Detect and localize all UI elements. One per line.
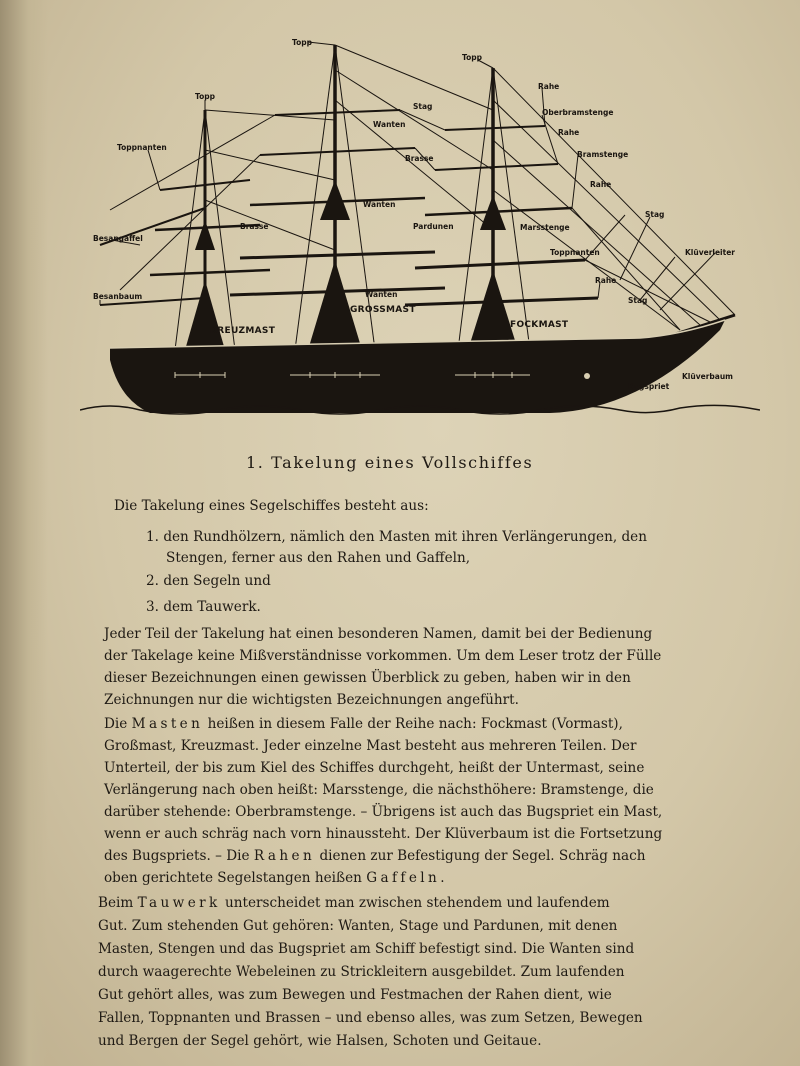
list-number: 1. xyxy=(146,529,159,545)
label-oberbramstenge: Oberbramstenge xyxy=(542,108,614,117)
label-wanten-1: Wanten xyxy=(373,120,406,129)
text-run: oben gerichtete Segelstangen heißen xyxy=(104,870,362,886)
para1-line-1: Jeder Teil der Takelung hat einen besonderen Namen, damit bei der Bedienung xyxy=(104,626,653,642)
para2-line-4: Verlängerung nach oben heißt: Marsstenge, die nächsthöhere: Bramstenge, die xyxy=(104,782,654,798)
label-grossmast: GROSSMAST xyxy=(350,305,416,315)
label-rahe-4: Rahe xyxy=(595,276,617,285)
label-fockmast: FOCKMAST xyxy=(510,320,569,330)
label-besangaffel: Besangaffel xyxy=(93,234,143,243)
label-brasse-1: Brasse xyxy=(405,154,434,163)
list-text: den Segeln und xyxy=(163,573,271,589)
spaced-term: Rahen xyxy=(253,848,316,864)
label-rahe-2: Rahe xyxy=(558,128,580,137)
para1-line-4: Zeichnungen nur die wichtigsten Bezeichnungen angeführt. xyxy=(104,692,519,708)
label-stag-1: Stag xyxy=(413,102,433,111)
list-number: 2. xyxy=(146,573,159,589)
section-title: Takelung eines Vollschiffes xyxy=(271,453,534,472)
label-topp-mizzen: Topp xyxy=(195,92,216,101)
list-text: den Rundhölzern, nämlich den Masten mit ihren Verlängerungen, den xyxy=(163,529,647,545)
para3-line-3: Masten, Stengen und das Bugspriet am Schiff befestigt sind. Die Wanten sind xyxy=(98,941,635,957)
para3-line-6: Fallen, Toppnanten und Brassen – und ebenso alles, was zum Setzen, Bewegen xyxy=(98,1010,643,1026)
label-toppnanten-right: Toppnanten xyxy=(550,248,600,257)
para2-line-1 xyxy=(104,714,623,735)
list-item-3 xyxy=(146,597,261,618)
page-gutter xyxy=(0,0,48,1066)
spaced-term: Masten xyxy=(131,716,204,732)
ship-illustration xyxy=(80,30,760,420)
label-marsstenge: Marsstenge xyxy=(520,223,570,232)
para2-line-3: Unterteil, der bis zum Kiel des Schiffes durchgeht, heißt der Untermast, seine xyxy=(104,760,645,776)
spaced-term: Tauwerk xyxy=(137,895,221,911)
label-stag-2: Stag xyxy=(645,210,665,219)
para3-line-7: und Bergen der Segel gehört, wie Halsen, Schoten und Geitaue. xyxy=(98,1033,542,1049)
para2-line-5: darüber stehende: Oberbramstenge. – Übrigens ist auch das Bugspriet ein Mast, xyxy=(104,804,663,820)
para3-line-4: durch waagerechte Webeleinen zu Strickleitern ausgebildet. Zum laufenden xyxy=(98,964,625,980)
label-pardunen: Pardunen xyxy=(413,222,454,231)
para1-line-2: der Takelage keine Mißverständnisse vorkommen. Um dem Leser trotz der Fülle xyxy=(104,648,662,664)
para2-line-2: Großmast, Kreuzmast. Jeder einzelne Mast besteht aus mehreren Teilen. Der xyxy=(104,738,637,754)
section-heading xyxy=(246,453,606,472)
para2-line-8 xyxy=(104,868,448,889)
label-rahe-1: Rahe xyxy=(538,82,560,91)
section-number: 1. xyxy=(246,453,265,472)
spaced-term: Gaffeln. xyxy=(366,870,448,886)
label-klueverleiter: Klüverleiter xyxy=(685,248,735,257)
para2-line-6: wenn er auch schräg nach vorn hinaussteht. Der Klüverbaum ist die Fortsetzung xyxy=(104,826,663,842)
label-topp-fore: Topp xyxy=(462,53,483,62)
para3-line-2: Gut. Zum stehenden Gut gehören: Wanten, Stage und Pardunen, mit denen xyxy=(98,918,618,934)
list-number: 3. xyxy=(146,599,159,615)
para2-line-7 xyxy=(104,846,645,867)
list-item-1-cont: Stengen, ferner aus den Rahen und Gaffeln, xyxy=(166,550,471,566)
text-run: Beim xyxy=(98,895,134,911)
label-stag-3: Stag xyxy=(628,296,648,305)
text-run: dienen zur Befestigung der Segel. Schräg nach xyxy=(319,848,646,864)
label-besanbaum: Besanbaum xyxy=(93,292,143,301)
para1-line-3: dieser Bezeichnungen einen gewissen Überblick zu geben, haben wir in den xyxy=(104,670,631,686)
label-wanten-2: Wanten xyxy=(363,200,396,209)
text-run: heißen in diesem Falle der Reihe nach: Fockmast (Vormast), xyxy=(207,716,623,732)
label-kreuzmast: KREUZMAST xyxy=(210,326,276,336)
list-text: dem Tauwerk. xyxy=(163,599,261,615)
label-brasse-2: Brasse xyxy=(240,222,269,231)
label-bugspriet: Bugspriet xyxy=(628,382,670,391)
label-toppnanten-left: Toppnanten xyxy=(117,143,167,152)
label-topp-main: Topp xyxy=(292,38,313,47)
para3-line-1 xyxy=(98,893,610,914)
list-item-2 xyxy=(146,571,271,592)
text-run: Die xyxy=(104,716,128,732)
text-run: des Bugspriets. – Die xyxy=(104,848,250,864)
text-run: unterscheidet man zwischen stehendem und laufendem xyxy=(225,895,610,911)
list-item-1 xyxy=(146,527,647,548)
label-klueverbaum: Klüverbaum xyxy=(682,372,733,381)
label-wanten-3: Wanten xyxy=(365,290,398,299)
label-rahe-3: Rahe xyxy=(590,180,612,189)
label-bramstenge: Bramstenge xyxy=(577,150,629,159)
para3-line-5: Gut gehört alles, was zum Bewegen und Festmachen der Rahen dient, wie xyxy=(98,987,612,1003)
intro-line: Die Takelung eines Segelschiffes besteht aus: xyxy=(114,498,429,514)
